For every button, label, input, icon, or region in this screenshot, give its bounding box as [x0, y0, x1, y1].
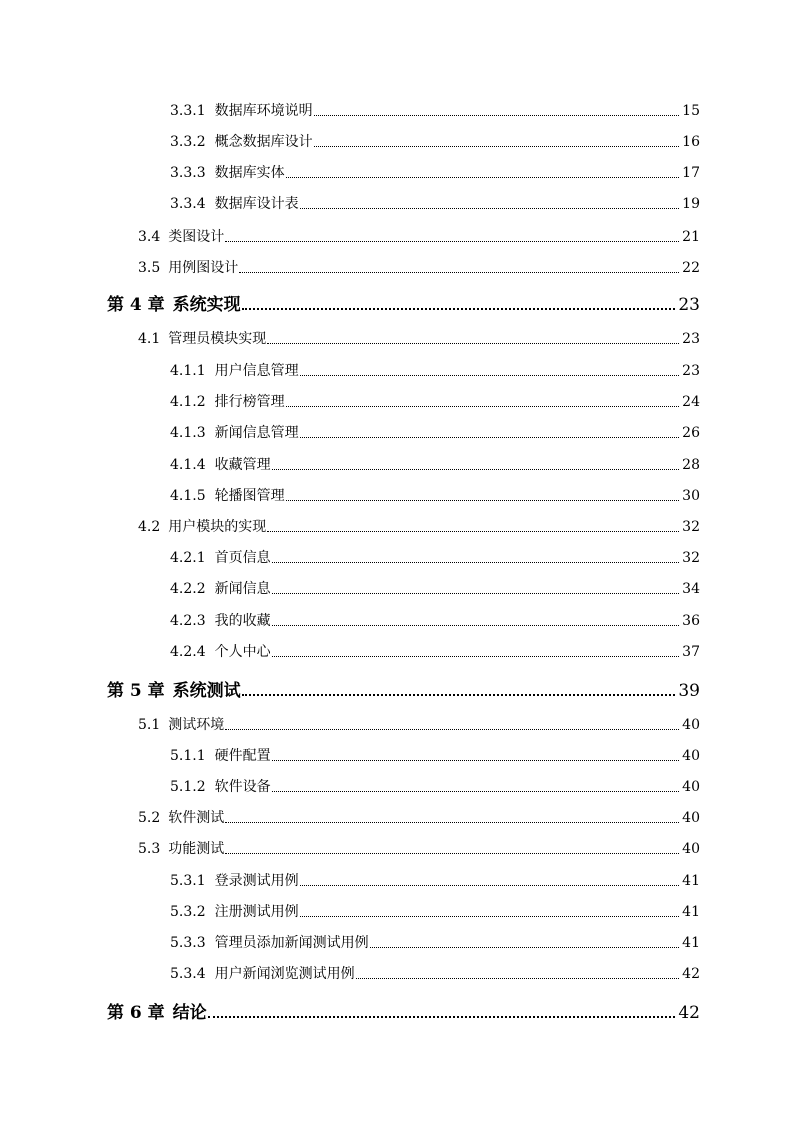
dot-leader: [314, 114, 680, 116]
toc-entry[interactable]: [138, 714, 700, 734]
toc-entry-number: 3.3.1: [170, 103, 206, 119]
toc-entry-number: 4.1.3: [170, 425, 206, 441]
dot-leader: [272, 655, 680, 657]
toc-entry-title: 排行榜管理: [214, 394, 285, 410]
toc-entry-number: 5.3.3: [170, 935, 206, 951]
toc-entry[interactable]: [170, 547, 700, 567]
toc-entry-number: 5.1.2: [170, 779, 206, 795]
toc-entry-page-number: 22: [682, 260, 700, 276]
toc-entry-number: 3.4: [138, 229, 161, 245]
toc-entry-title: 登录测试用例: [214, 873, 299, 889]
toc-entry-title: 注册测试用例: [214, 904, 299, 920]
dot-leader: [208, 1015, 676, 1018]
toc-entry-number: 4.1.5: [170, 488, 206, 504]
toc-entry-number: 5.1.1: [170, 748, 206, 764]
dot-leader: [286, 499, 680, 501]
toc-entry-page-number: 23: [682, 363, 700, 379]
toc-entry-page-number: 34: [682, 581, 700, 597]
toc-entry-title: 系统实现: [172, 295, 241, 315]
toc-entry-number: 5.1: [138, 717, 161, 733]
toc-entry-number: 第 5 章: [107, 681, 165, 701]
toc-entry-number: 第 6 章: [107, 1003, 165, 1023]
toc-entry[interactable]: [170, 193, 700, 213]
toc-entry[interactable]: [138, 838, 700, 858]
toc-entry-title: 管理员添加新闻测试用例: [214, 935, 369, 951]
dot-leader: [267, 342, 679, 344]
toc-entry-title: 用户信息管理: [214, 363, 299, 379]
toc-entry-number: 5.3.2: [170, 904, 206, 920]
toc-entry-page-number: 37: [682, 644, 700, 660]
toc-entry-number: 3.5: [138, 260, 161, 276]
toc-entry-page-number: 16: [682, 134, 700, 150]
toc-entry-number: 5.2: [138, 810, 161, 826]
toc-entry[interactable]: [170, 610, 700, 630]
toc-entry-page-number: 40: [682, 810, 700, 826]
toc-entry-page-number: 28: [682, 457, 700, 473]
toc-entry[interactable]: [170, 963, 700, 983]
toc-entry-page-number: 42: [682, 966, 700, 982]
toc-entry[interactable]: [170, 454, 700, 474]
toc-entry-title: 软件设备: [214, 779, 271, 795]
toc-entry[interactable]: [170, 578, 700, 598]
toc-entry-number: 4.2.3: [170, 613, 206, 629]
toc-entry-title: 系统测试: [172, 681, 241, 701]
dot-leader: [272, 592, 680, 594]
toc-entry-number: 4.1.1: [170, 363, 206, 379]
toc-entry-page-number: 41: [682, 935, 700, 951]
toc-entry-page-number: 23: [682, 331, 700, 347]
dot-leader: [300, 207, 680, 209]
toc-entry-title: 用户新闻浏览测试用例: [214, 966, 355, 982]
toc-entry-page-number: 21: [682, 229, 700, 245]
toc-entry[interactable]: [170, 485, 700, 505]
toc-entry[interactable]: [170, 776, 700, 796]
toc-entry-title: 个人中心: [214, 644, 271, 660]
dot-leader: [300, 436, 680, 438]
toc-entry[interactable]: [138, 328, 700, 348]
toc-entry-title: 用例图设计: [168, 260, 239, 276]
toc-entry-title: 新闻信息: [214, 581, 271, 597]
toc-entry-title: 硬件配置: [214, 748, 271, 764]
toc-entry-number: 4.2: [138, 519, 161, 535]
toc-entry-title: 用户模块的实现: [168, 519, 267, 535]
toc-entry[interactable]: [138, 226, 700, 246]
toc-entry[interactable]: [170, 162, 700, 182]
dot-leader: [239, 271, 679, 273]
dot-leader: [272, 790, 680, 792]
toc-entry[interactable]: [170, 100, 700, 120]
dot-leader: [242, 693, 676, 696]
toc-entry-page-number: 42: [678, 1003, 700, 1023]
toc-entry[interactable]: [107, 998, 700, 1023]
dot-leader: [267, 530, 679, 532]
toc-entry-title: 我的收藏: [214, 613, 271, 629]
toc-entry-number: 3.3.2: [170, 134, 206, 150]
toc-entry-title: 软件测试: [168, 810, 225, 826]
toc-entry[interactable]: [170, 131, 700, 151]
toc-entry-page-number: 40: [682, 841, 700, 857]
toc-entry-title: 收藏管理: [214, 457, 271, 473]
toc-entry-page-number: 41: [682, 873, 700, 889]
toc-entry-title: 轮播图管理: [214, 488, 285, 504]
toc-entry-page-number: 15: [682, 103, 700, 119]
toc-entry-number: 3.3.4: [170, 196, 206, 212]
toc-entry-number: 第 4 章: [107, 295, 165, 315]
dot-leader: [300, 374, 680, 376]
dot-leader: [225, 240, 679, 242]
toc-entry-page-number: 40: [682, 779, 700, 795]
toc-entry-title: 测试环境: [168, 717, 225, 733]
dot-leader: [314, 145, 680, 147]
dot-leader: [286, 176, 680, 178]
toc-entry-page-number: 39: [678, 681, 700, 701]
toc-entry-page-number: 41: [682, 904, 700, 920]
toc-entry-title: 概念数据库设计: [214, 134, 313, 150]
toc-entry[interactable]: [170, 391, 700, 411]
toc-entry-number: 3.3.3: [170, 165, 206, 181]
dot-leader: [370, 946, 680, 948]
toc-entry-page-number: 26: [682, 425, 700, 441]
toc-entry-title: 功能测试: [168, 841, 225, 857]
toc-entry-title: 首页信息: [214, 550, 271, 566]
toc-entry-page-number: 30: [682, 488, 700, 504]
toc-entry[interactable]: [170, 422, 700, 442]
toc-entry-title: 类图设计: [168, 229, 225, 245]
toc-entry-page-number: 40: [682, 748, 700, 764]
dot-leader: [272, 468, 680, 470]
toc-entry-page-number: 36: [682, 613, 700, 629]
toc-entry[interactable]: [170, 870, 700, 890]
toc-entry[interactable]: [170, 901, 700, 921]
toc-entry[interactable]: [170, 641, 700, 661]
toc-entry-number: 4.2.4: [170, 644, 206, 660]
toc-entry-title: 结论: [172, 1003, 207, 1023]
dot-leader: [272, 561, 680, 563]
dot-leader: [300, 884, 680, 886]
toc-entry-number: 5.3.4: [170, 966, 206, 982]
toc-entry-number: 4.2.1: [170, 550, 206, 566]
toc-entry-page-number: 40: [682, 717, 700, 733]
toc-entry[interactable]: [170, 360, 700, 380]
toc-entry-page-number: 32: [682, 519, 700, 535]
dot-leader: [225, 728, 679, 730]
toc-entry-page-number: 17: [682, 165, 700, 181]
dot-leader: [225, 852, 679, 854]
toc-entry-title: 数据库设计表: [214, 196, 299, 212]
dot-leader: [272, 759, 680, 761]
toc-entry[interactable]: [107, 290, 700, 315]
toc-entry-page-number: 23: [678, 295, 700, 315]
toc-entry[interactable]: [170, 745, 700, 765]
toc-entry[interactable]: [138, 516, 700, 536]
dot-leader: [300, 915, 680, 917]
toc-entry-title: 管理员模块实现: [168, 331, 267, 347]
dot-leader: [272, 624, 680, 626]
toc-entry[interactable]: [170, 932, 700, 952]
toc-entry-page-number: 24: [682, 394, 700, 410]
toc-entry-title: 数据库环境说明: [214, 103, 313, 119]
toc-entry[interactable]: [107, 676, 700, 701]
toc-entry-number: 4.1.4: [170, 457, 206, 473]
toc-entry-page-number: 19: [682, 196, 700, 212]
toc-entry[interactable]: [138, 257, 700, 277]
toc-entry[interactable]: [138, 807, 700, 827]
toc-entry-number: 5.3: [138, 841, 161, 857]
toc-entry-page-number: 32: [682, 550, 700, 566]
dot-leader: [286, 405, 680, 407]
toc-entry-number: 4.1.2: [170, 394, 206, 410]
toc-entry-number: 4.1: [138, 331, 161, 347]
toc-entry-title: 新闻信息管理: [214, 425, 299, 441]
dot-leader: [356, 977, 680, 979]
toc-entry-number: 4.2.2: [170, 581, 206, 597]
dot-leader: [242, 307, 676, 310]
dot-leader: [225, 821, 679, 823]
toc-entry-number: 5.3.1: [170, 873, 206, 889]
toc-entry-title: 数据库实体: [214, 165, 285, 181]
